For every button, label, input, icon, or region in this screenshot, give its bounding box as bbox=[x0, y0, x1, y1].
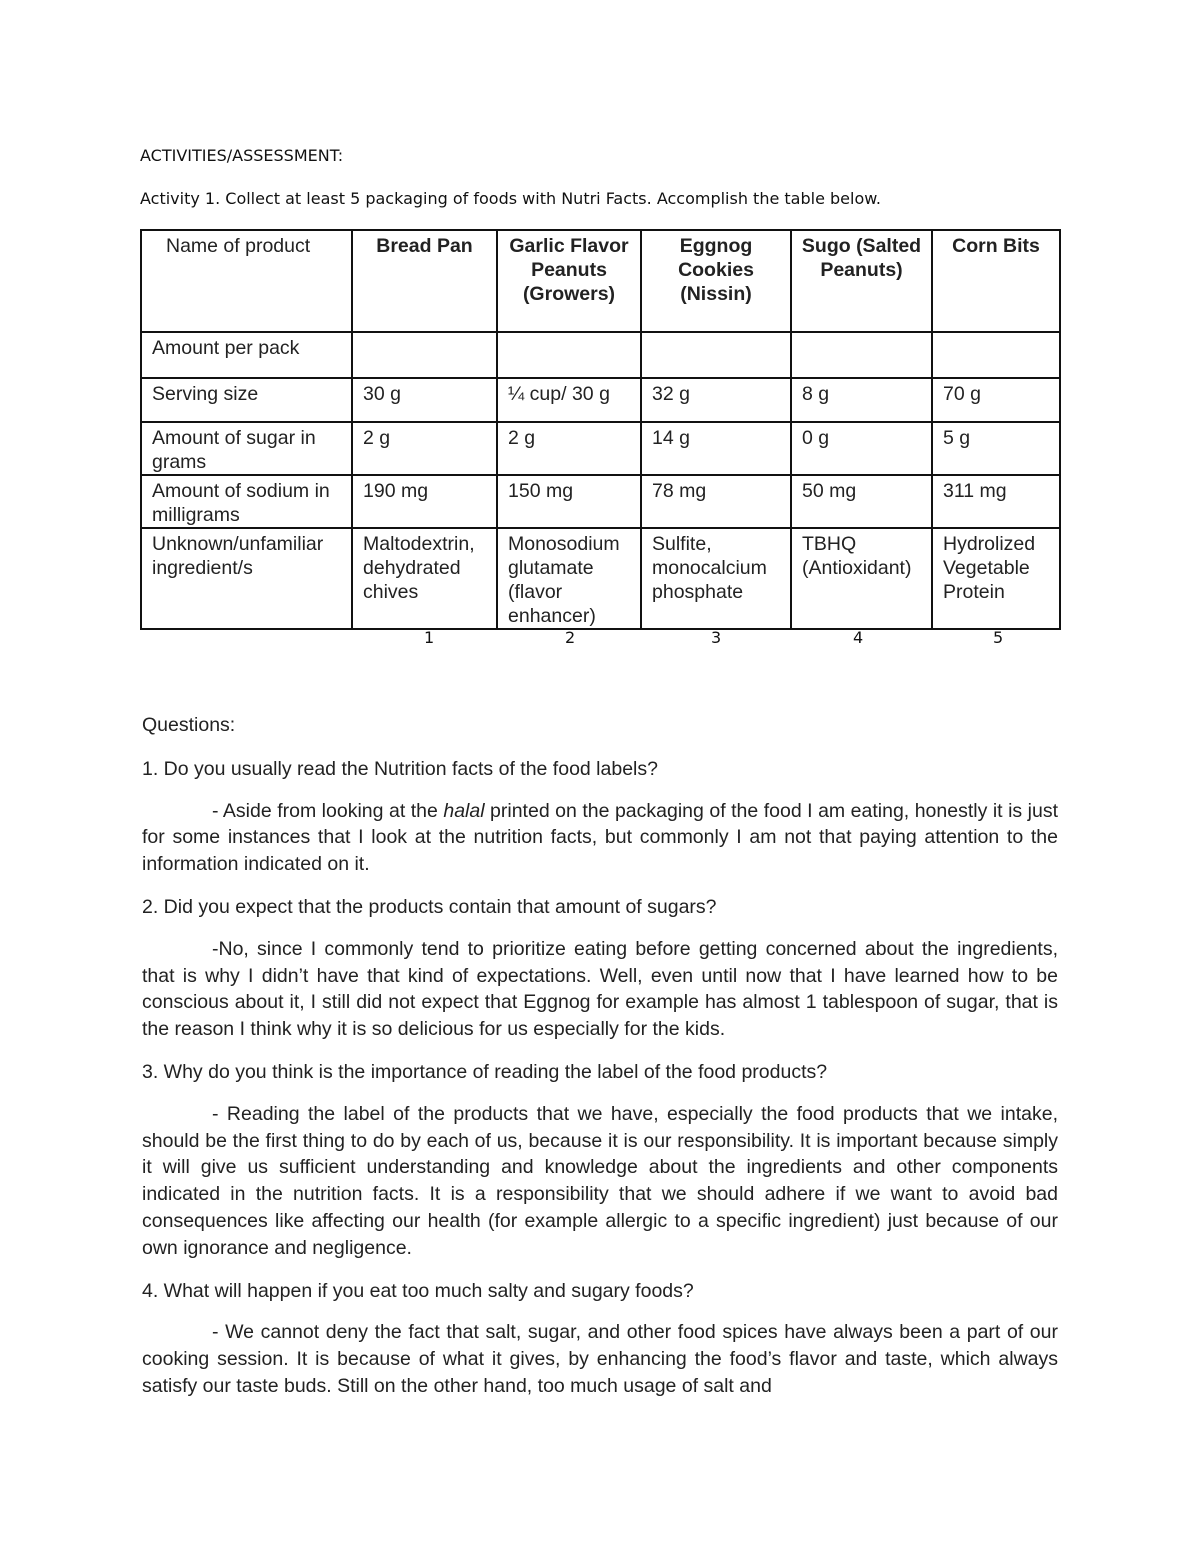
row-label: Serving size bbox=[141, 378, 352, 422]
table-cell: 50 mg bbox=[791, 475, 932, 528]
product-header: Sugo (Salted Peanuts) bbox=[791, 230, 932, 332]
table-row bbox=[141, 528, 1060, 629]
table-corner-label: Name of product bbox=[141, 230, 352, 332]
table-row bbox=[141, 332, 1060, 378]
column-number: 1 bbox=[424, 628, 435, 647]
nutrition-table bbox=[140, 229, 1061, 630]
table-cell: 70 g bbox=[932, 378, 1060, 422]
questions-section bbox=[142, 712, 1058, 1416]
table-cell: 8 g bbox=[791, 378, 932, 422]
table-cell: Hydrolized Vegetable Protein bbox=[932, 528, 1060, 629]
question-4: 4. What will happen if you eat too much salty and sugary foods? bbox=[142, 1279, 694, 1302]
table-cell: 5 g bbox=[932, 422, 1060, 475]
table-row bbox=[141, 422, 1060, 475]
product-header: Corn Bits bbox=[932, 230, 1060, 332]
table-cell: 14 g bbox=[641, 422, 791, 475]
activity-instruction: Activity 1. Collect at least 5 packaging of foods with Nutri Facts. Accomplish the table below. bbox=[140, 189, 881, 208]
row-label: Amount per pack bbox=[141, 332, 352, 378]
answer-1-emphasis: halal bbox=[443, 799, 485, 822]
row-label: Amount of sugar in grams bbox=[141, 422, 352, 475]
table-cell: Maltodextrin, dehydrated chives bbox=[352, 528, 497, 629]
table-cell bbox=[932, 332, 1060, 378]
row-label: Amount of sodium in milligrams bbox=[141, 475, 352, 528]
answer-2: -No, since I commonly tend to prioritize eating before getting concerned about the ingredients, that is why I didn’t have that kind of expectations. Well, even until now that I have learned how to be conscious about it, I still did not expect that Eggnog for example has almost 1 tablespoon of sugar, that is the reason I think why it is so delicious for us especially for the kids. bbox=[142, 937, 1058, 1041]
table-cell: ¼ cup/ 30 g bbox=[497, 378, 641, 422]
table-cell: Monosodium glutamate (flavor enhancer) bbox=[497, 528, 641, 629]
row-label: Unknown/unfamiliar ingredient/s bbox=[141, 528, 352, 629]
table-cell bbox=[352, 332, 497, 378]
table-cell: 311 mg bbox=[932, 475, 1060, 528]
column-number: 5 bbox=[993, 628, 1004, 647]
column-number: 3 bbox=[711, 628, 722, 647]
column-numbers bbox=[0, 628, 1200, 652]
table-row bbox=[141, 475, 1060, 528]
table-cell bbox=[791, 332, 932, 378]
table-cell: TBHQ (Antioxidant) bbox=[791, 528, 932, 629]
table-row bbox=[141, 378, 1060, 422]
table-cell bbox=[641, 332, 791, 378]
table-cell: 78 mg bbox=[641, 475, 791, 528]
answer-1-pre: - Aside from looking at the bbox=[212, 799, 444, 822]
product-header: Bread Pan bbox=[352, 230, 497, 332]
table-cell bbox=[497, 332, 641, 378]
product-header: Eggnog Cookies (Nissin) bbox=[641, 230, 791, 332]
answer-3: - Reading the label of the products that we have, especially the food products that we intake, should be the first thing to do by each of us, because it is our responsibility. It is important because simply it will give us sufficient understanding and knowledge about the ingredients and other components indicated in the nutrition facts. It is a responsibility that we should adhere if we want to avoid bad consequences like affecting our health (for example allergic to a specific ingredient) just because of our own ignorance and negligence. bbox=[142, 1102, 1058, 1259]
table-cell: 0 g bbox=[791, 422, 932, 475]
table-cell: 2 g bbox=[497, 422, 641, 475]
section-heading: ACTIVITIES/ASSESSMENT: bbox=[140, 146, 344, 165]
answer-1 bbox=[142, 798, 1058, 878]
column-number: 4 bbox=[853, 628, 864, 647]
question-3: 3. Why do you think is the importance of reading the label of the food products? bbox=[142, 1060, 828, 1083]
table-cell: 150 mg bbox=[497, 475, 641, 528]
column-number: 2 bbox=[565, 628, 576, 647]
table-cell: 2 g bbox=[352, 422, 497, 475]
question-1: 1. Do you usually read the Nutrition facts of the food labels? bbox=[142, 757, 658, 780]
answer-1-post: printed on the packaging of the food I am eating, honestly it is just for some instances that I look at the nutrition facts, but commonly I am not that paying attention to the information indicated on it. bbox=[142, 799, 1058, 876]
table-header-row bbox=[141, 230, 1060, 332]
answer-4: - We cannot deny the fact that salt, sugar, and other food spices have always been a part of our cooking session. It is because of what it gives, by enhancing the food’s flavor and taste, which always satisfy our taste buds. Still on the other hand, too much usage of salt and bbox=[142, 1321, 1058, 1397]
table-cell: 190 mg bbox=[352, 475, 497, 528]
question-2: 2. Did you expect that the products contain that amount of sugars? bbox=[142, 895, 717, 918]
questions-title: Questions: bbox=[142, 714, 236, 736]
table-cell: 30 g bbox=[352, 378, 497, 422]
table-cell: 32 g bbox=[641, 378, 791, 422]
table-cell: Sulfite, monocalcium phosphate bbox=[641, 528, 791, 629]
product-header: Garlic Flavor Peanuts (Growers) bbox=[497, 230, 641, 332]
